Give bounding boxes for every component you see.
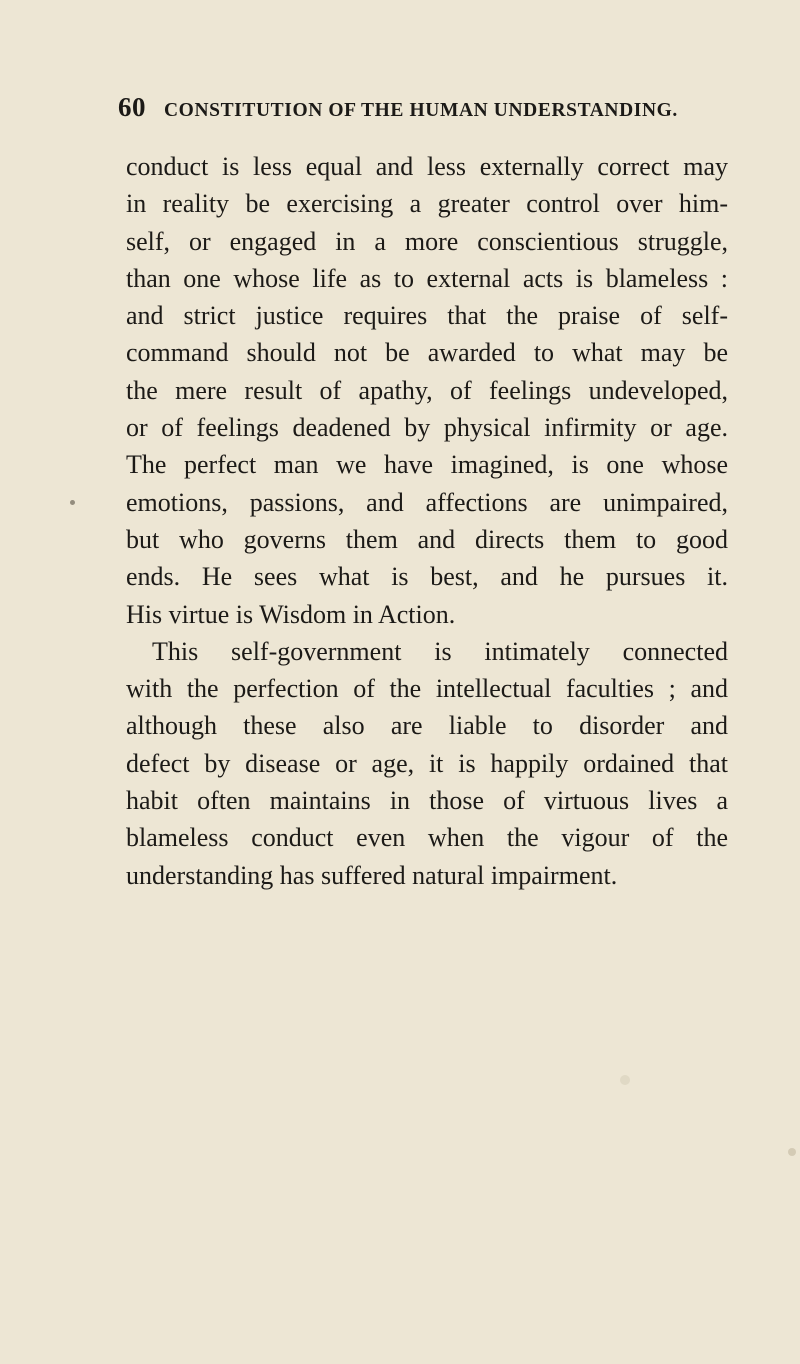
paragraph-2: [126, 633, 728, 894]
text-line: The perfect man we have imagined, is one whose: [126, 450, 728, 480]
paper-speck: [620, 1075, 630, 1085]
running-head: [118, 92, 758, 126]
text-line: with the perfection of the intellectual faculties ; and: [126, 674, 728, 704]
paragraph-1: [126, 148, 728, 633]
text-line: although these also are liable to disorder and: [126, 711, 728, 741]
text-line: self, or engaged in a more conscientious struggle,: [126, 226, 728, 256]
text-line: or of feelings deadened by physical infirmity or age.: [126, 413, 728, 443]
paper-speck: [788, 1148, 796, 1156]
text-line: habit often maintains in those of virtuous lives a: [126, 786, 728, 816]
text-line: understanding has suffered natural impairment.: [126, 860, 618, 890]
page-number: 60: [118, 92, 146, 122]
text-line: blameless conduct even when the vigour of the: [126, 823, 728, 853]
text-line: in reality be exercising a greater control over him-: [126, 189, 728, 219]
body-text: [126, 148, 728, 894]
text-line: emotions, passions, and affections are unimpaired,: [126, 487, 728, 517]
text-line: command should not be awarded to what may be: [126, 338, 728, 368]
text-line: defect by disease or age, it is happily ordained that: [126, 748, 728, 778]
running-head-title: CONSTITUTION OF THE HUMAN UNDERSTANDING.: [164, 100, 678, 121]
text-line: ends. He sees what is best, and he pursues it.: [126, 562, 728, 592]
text-line: This self-government is intimately connected: [152, 636, 728, 666]
text-line: conduct is less equal and less externally correct may: [126, 152, 728, 181]
text-line: the mere result of apathy, of feelings undeveloped,: [126, 375, 728, 405]
text-line: but who governs them and directs them to good: [126, 524, 728, 554]
paper-speck: [70, 500, 75, 505]
text-line: His virtue is Wisdom in Action.: [126, 599, 456, 629]
text-line: than one whose life as to external acts is blameless :: [126, 263, 728, 293]
text-line: and strict justice requires that the praise of self-: [126, 301, 728, 331]
